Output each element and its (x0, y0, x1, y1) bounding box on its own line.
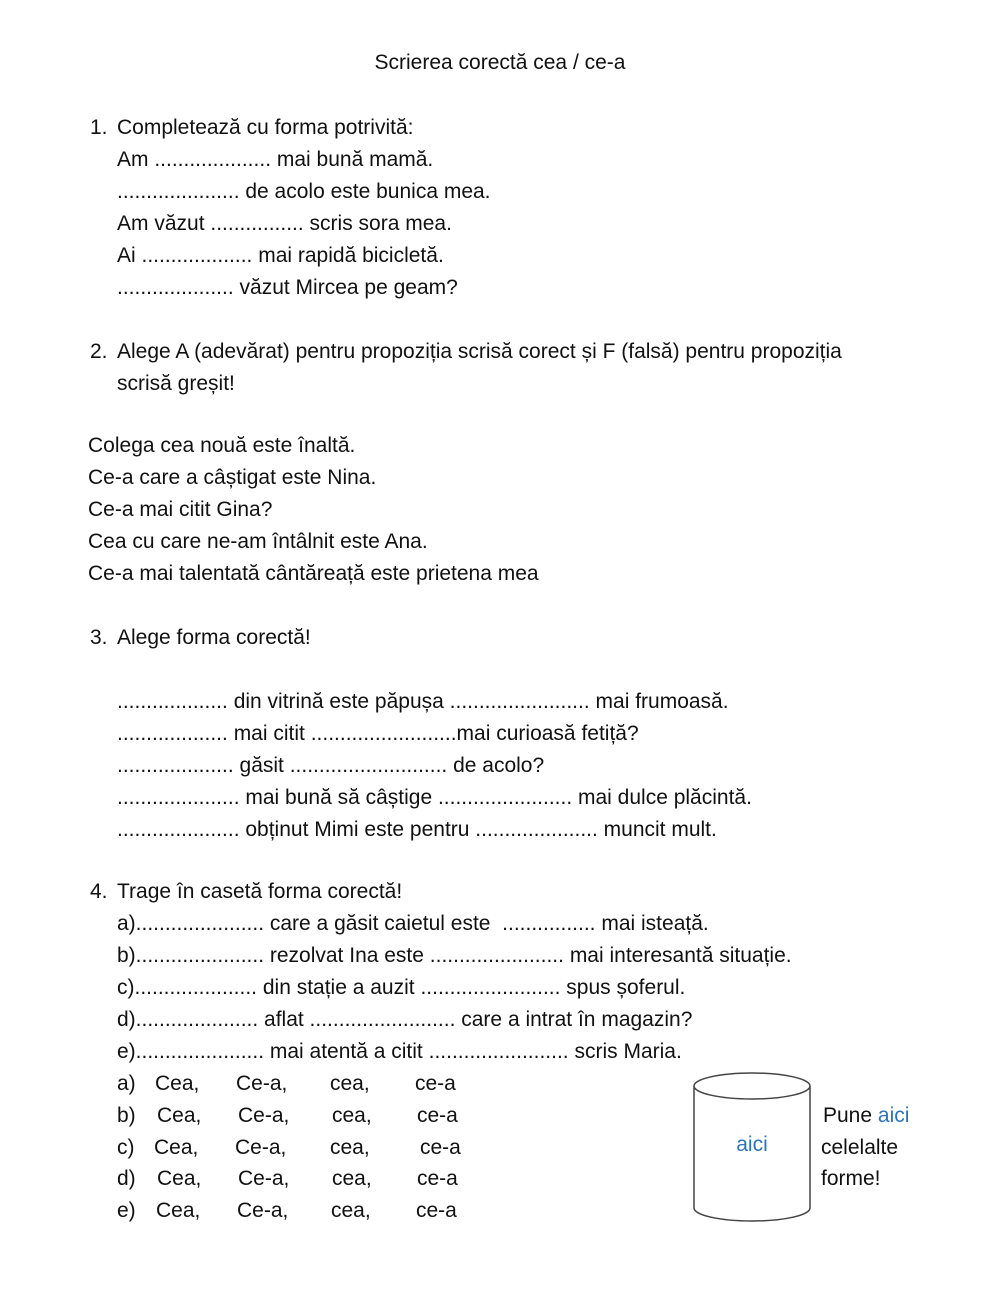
ex2-sentence[interactable]: Ce-a mai citit Gina? (88, 498, 273, 521)
ex3-heading: Alege forma corectă! (117, 626, 311, 649)
ex2-heading: Alege A (adevărat) pentru propoziția scrisă corect și F (falsă) pentru propoziția (117, 340, 842, 363)
draggable-word[interactable]: Cea, (155, 1072, 200, 1095)
ex3-line[interactable]: ..................... mai bună să câștige ....................... mai dulce plăcintă. (117, 786, 752, 809)
side-note-line: forme! (821, 1167, 881, 1190)
ex2-sentence[interactable]: Ce-a mai talentată cântăreață este prietena mea (88, 562, 539, 585)
option-row-label: a) (117, 1072, 136, 1095)
side-note-line (823, 1105, 909, 1126)
draggable-word[interactable]: cea, (332, 1167, 372, 1190)
draggable-word[interactable]: Cea, (157, 1167, 202, 1190)
ex1-line: Am .................... mai bună mamă. (117, 148, 434, 171)
draggable-word[interactable]: Cea, (156, 1199, 201, 1222)
draggable-word[interactable]: cea, (330, 1136, 370, 1159)
draggable-word[interactable]: ce-a (420, 1136, 461, 1159)
ex1-line: ..................... de acolo este bunica mea. (117, 180, 491, 203)
draggable-word[interactable]: ce-a (417, 1104, 458, 1127)
ex4-line[interactable]: c)..................... din stație a auzit ........................ spus șoferul. (117, 976, 686, 999)
ex2-sentence[interactable]: Ce-a care a câștigat este Nina. (88, 466, 377, 489)
draggable-word[interactable]: ce-a (417, 1167, 458, 1190)
ex1-line: Ai ................... mai rapidă bicicletă. (117, 244, 444, 267)
option-row-label: b) (117, 1104, 136, 1127)
draggable-word[interactable]: Cea, (154, 1136, 199, 1159)
ex4-line[interactable]: d)..................... aflat ......................... care a intrat în magazin? (117, 1008, 693, 1031)
draggable-word[interactable]: Ce-a, (236, 1072, 288, 1095)
ex4-line[interactable]: e)...................... mai atentă a citit ........................ scris Maria. (117, 1040, 682, 1063)
draggable-word[interactable]: cea, (331, 1199, 371, 1222)
drop-box[interactable] (693, 1072, 811, 1222)
side-note-highlight: aici (877, 1104, 910, 1127)
draggable-word[interactable]: ce-a (415, 1072, 456, 1095)
option-row-label: e) (117, 1199, 136, 1222)
draggable-word[interactable]: Ce-a, (238, 1104, 290, 1127)
ex2-sentence[interactable]: Cea cu care ne-am întâlnit este Ana. (88, 530, 428, 553)
ex3-number: 3. (90, 626, 108, 649)
draggable-word[interactable]: Ce-a, (235, 1136, 287, 1159)
ex3-line[interactable]: ................... din vitrină este păpușa ........................ mai frumoasă. (117, 690, 729, 713)
drop-box-label: aici (736, 1133, 768, 1156)
option-row-label: c) (117, 1136, 135, 1159)
ex4-heading: Trage în casetă forma corectă! (117, 880, 403, 903)
ex1-heading: Completează cu forma potrivită: (117, 116, 414, 139)
ex1-line: .................... văzut Mircea pe geam? (117, 276, 458, 299)
ex3-line[interactable]: ................... mai citit .........................mai curioasă fetiță? (117, 722, 639, 745)
ex3-line[interactable]: .................... găsit ........................... de acolo? (117, 754, 545, 777)
draggable-word[interactable]: Ce-a, (238, 1167, 290, 1190)
ex4-line[interactable]: b)...................... rezolvat Ina este ....................... mai interesantă situație. (117, 944, 792, 967)
side-note-line: celelalte (821, 1136, 899, 1159)
option-row-label: d) (117, 1167, 136, 1190)
ex2-heading: scrisă greșit! (117, 372, 235, 395)
ex3-line[interactable]: ..................... obținut Mimi este pentru ..................... muncit mult. (117, 818, 717, 841)
draggable-word[interactable]: Ce-a, (237, 1199, 289, 1222)
page-title: Scrierea corectă cea / ce-a (374, 51, 626, 74)
ex4-number: 4. (90, 880, 108, 903)
draggable-word[interactable]: Cea, (157, 1104, 202, 1127)
draggable-word[interactable]: ce-a (416, 1199, 457, 1222)
ex1-number: 1. (90, 116, 108, 139)
ex1-line: Am văzut ................ scris sora mea. (117, 212, 452, 235)
ex4-line[interactable]: a)...................... care a găsit caietul este ................ mai isteață. (117, 912, 709, 935)
side-note-prefix: Pune (823, 1104, 873, 1127)
ex2-sentence[interactable]: Colega cea nouă este înaltă. (88, 434, 356, 457)
ex2-number: 2. (90, 340, 108, 363)
draggable-word[interactable]: cea, (330, 1072, 370, 1095)
draggable-word[interactable]: cea, (332, 1104, 372, 1127)
